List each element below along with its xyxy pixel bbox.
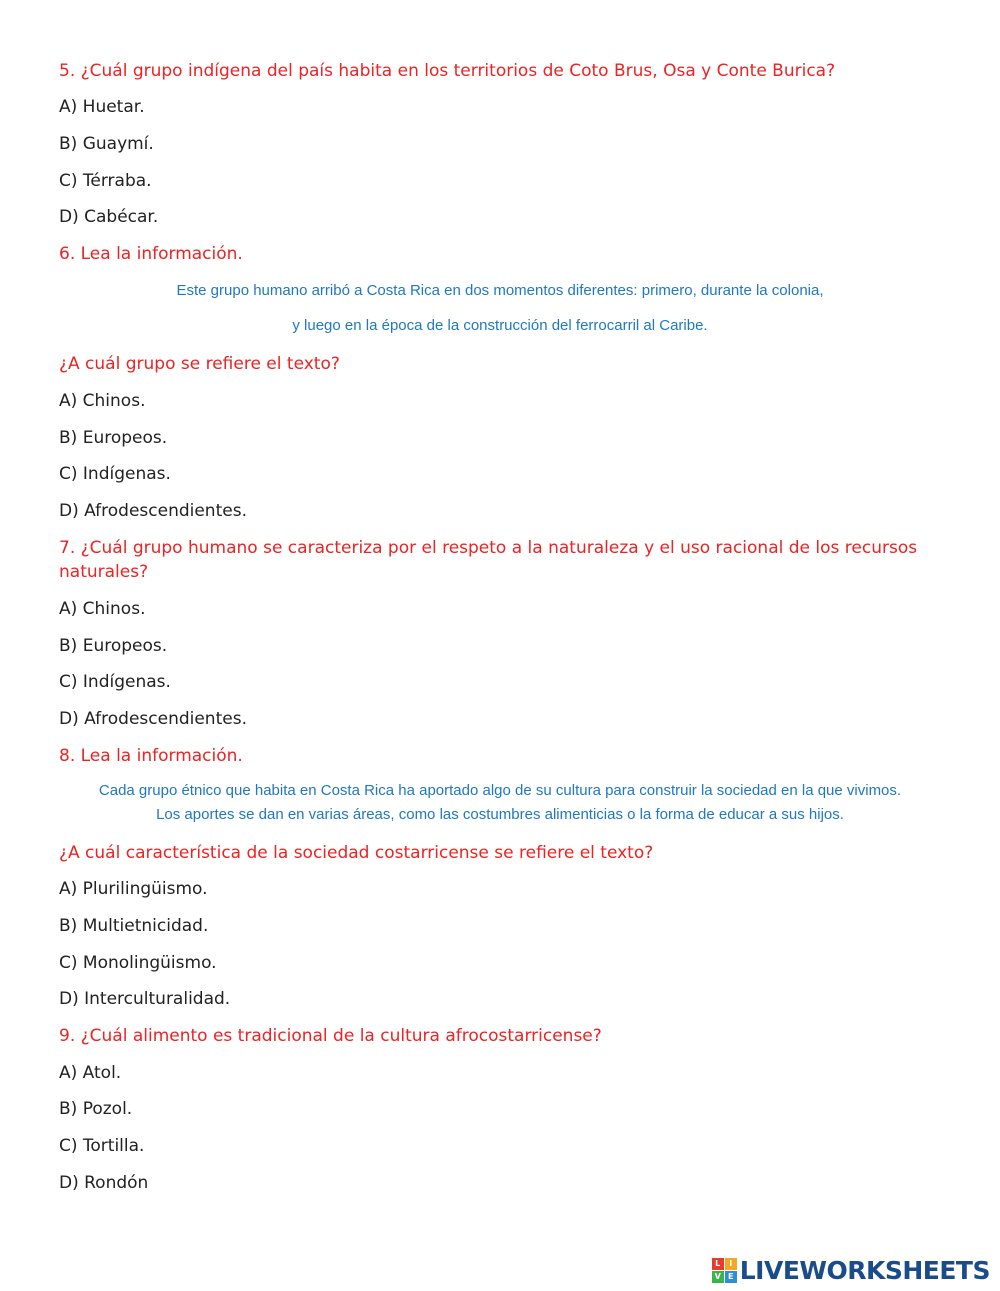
q8-option-b[interactable]: B) Multietnicidad. (59, 916, 209, 936)
q9-option-d[interactable]: D) Rondón (59, 1173, 149, 1193)
q9-option-a[interactable]: A) Atol. (59, 1063, 122, 1083)
q6-option-d[interactable]: D) Afrodescendientes. (59, 501, 247, 521)
q9-option-c[interactable]: C) Tortilla. (59, 1136, 145, 1156)
q5-option-c[interactable]: C) Térraba. (59, 171, 152, 191)
q6-option-a[interactable]: A) Chinos. (59, 391, 146, 411)
liveworksheets-logo (712, 1254, 990, 1286)
q6-info-line-1: Este grupo humano arribó a Costa Rica en dos momentos diferentes: primero, durante la colonia, (176, 282, 824, 299)
question-9: 9. ¿Cuál alimento es tradicional de la cultura afrocostarricense? (59, 1026, 602, 1046)
q9-option-b[interactable]: B) Pozol. (59, 1099, 133, 1119)
q6-option-b[interactable]: B) Europeos. (59, 428, 168, 448)
q6-info-line-2: y luego en la época de la construcción del ferrocarril al Caribe. (292, 317, 708, 334)
logo-tile-l: L (712, 1258, 724, 1270)
question-7: 7. ¿Cuál grupo humano se caracteriza por el respeto a la naturaleza y el uso racional de los recursos naturales? (59, 538, 918, 582)
q8-option-a[interactable]: A) Plurilingüismo. (59, 879, 208, 899)
q8-option-c[interactable]: C) Monolingüismo. (59, 953, 217, 973)
q8-info-line-1: Cada grupo étnico que habita en Costa Rica ha aportado algo de su cultura para construir la sociedad en la que vivimos. (98, 782, 902, 799)
q7-option-a[interactable]: A) Chinos. (59, 599, 146, 619)
question-8: 8. Lea la información. (59, 746, 243, 766)
logo-icon (712, 1258, 737, 1283)
q5-option-b[interactable]: B) Guaymí. (59, 134, 154, 154)
logo-text: LIVEWORKSHEETS (739, 1255, 990, 1285)
q8-option-d[interactable]: D) Interculturalidad. (59, 989, 231, 1009)
q8-question: ¿A cuál característica de la sociedad costarricense se refiere el texto? (59, 843, 654, 863)
question-5: 5. ¿Cuál grupo indígena del país habita en los territorios de Coto Brus, Osa y Conte Burica? (59, 61, 836, 81)
question-6: 6. Lea la información. (59, 244, 243, 264)
q5-option-d[interactable]: D) Cabécar. (59, 207, 159, 227)
q6-option-c[interactable]: C) Indígenas. (59, 464, 171, 484)
q7-option-b[interactable]: B) Europeos. (59, 636, 168, 656)
q7-option-d[interactable]: D) Afrodescendientes. (59, 709, 247, 729)
logo-tile-e: E (725, 1271, 737, 1283)
q5-option-a[interactable]: A) Huetar. (59, 97, 145, 117)
q7-option-c[interactable]: C) Indígenas. (59, 672, 171, 692)
logo-tile-i: I (725, 1258, 737, 1270)
q6-question: ¿A cuál grupo se refiere el texto? (59, 354, 340, 374)
q8-info-line-2: Los aportes se dan en varias áreas, como las costumbres alimenticias o la forma de educar a sus hijos. (156, 806, 844, 823)
logo-tile-v: V (712, 1271, 724, 1283)
